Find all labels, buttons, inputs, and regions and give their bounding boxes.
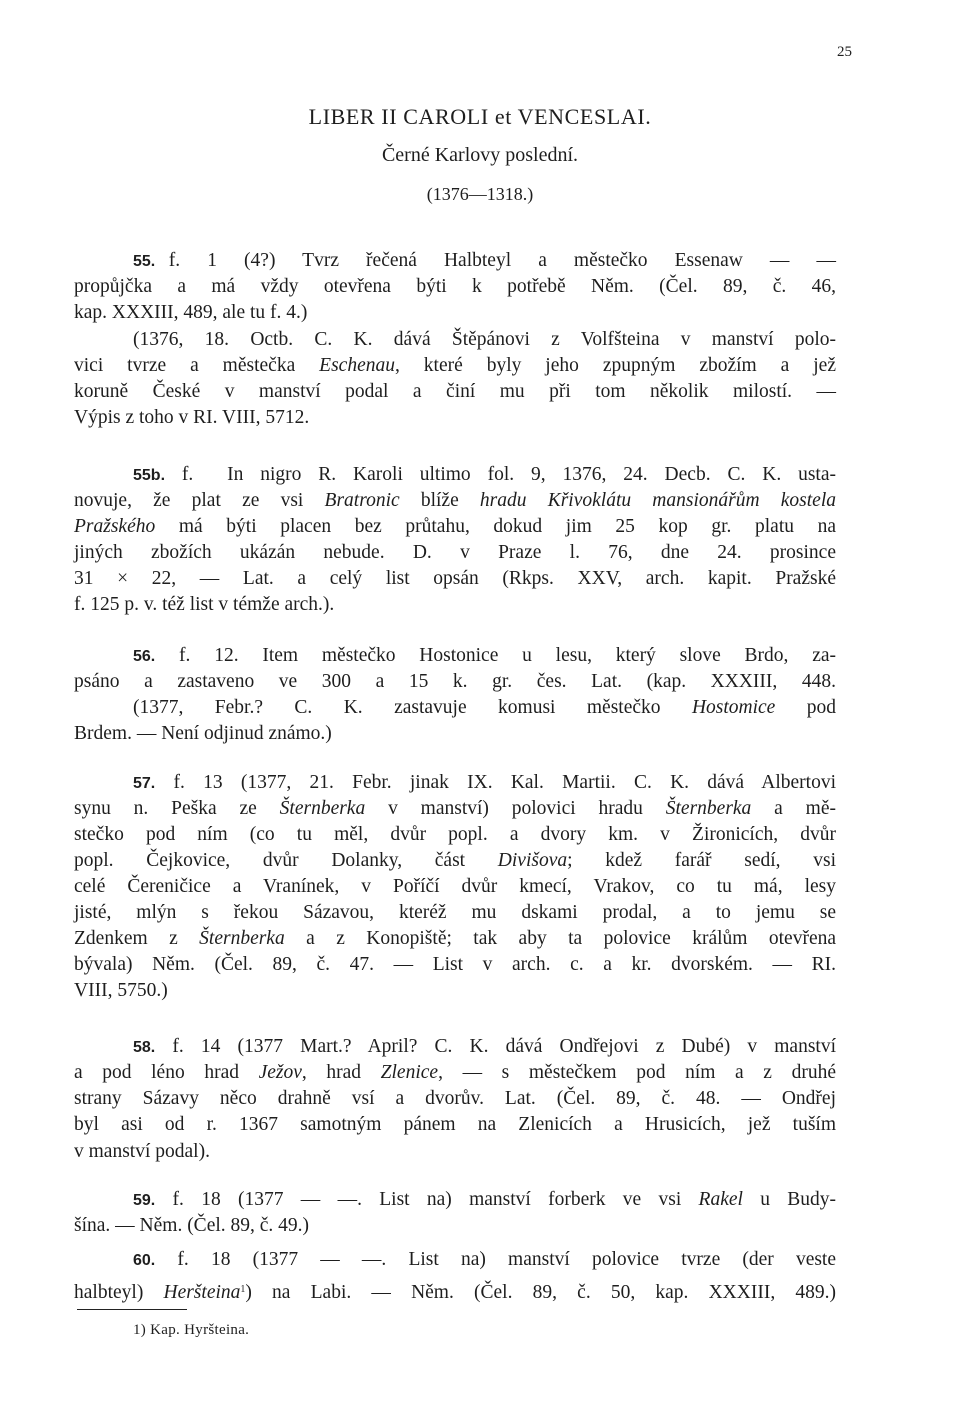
- entry-text: v manství) polovici hradu: [365, 798, 666, 819]
- place-name: Eschenau: [319, 355, 395, 376]
- entry-text: f. 13 (1377, 21. Febr. jinak IX. Kal. Martii. C. K. dává Albertovi: [173, 772, 836, 793]
- entry-text: má býti placen bez průtahu, dokud jim 25 kop gr. platu na: [155, 516, 836, 537]
- entry-line: [74, 515, 836, 539]
- entry-line: f. 125 p. v. též list v témže arch.).: [74, 594, 335, 615]
- entry-line: (1376, 18. Octb. C. K. dává Štěpánovi z Volfšteina v manství polo-: [133, 329, 836, 350]
- entry-text: synu n. Peška ze: [74, 798, 280, 819]
- entry-text: f. 14 (1377 Mart.? April? C. K. dává Ondřejovi z Dubé) v manství: [172, 1036, 836, 1057]
- place-name: Pražského: [74, 516, 156, 537]
- entry-line: [133, 249, 836, 274]
- entry-text: f. 12. Item městečko Hostonice u lesu, který slove Brdo, za-: [179, 645, 836, 666]
- entry-number: 55b.: [133, 467, 166, 484]
- entry-text: vici tvrze a městečka: [74, 355, 320, 376]
- entry-text: blíže: [399, 490, 480, 511]
- page-number: 25: [837, 44, 852, 60]
- place-name: Šternberka: [199, 928, 285, 949]
- entry-line: [74, 489, 836, 513]
- entry-text: a z Konopiště; tak aby ta polovice králům otevřena: [284, 928, 836, 949]
- entry-line: VIII, 5750.): [74, 980, 168, 1001]
- entry-text: halbteyl): [74, 1282, 164, 1303]
- entry-line: [74, 1061, 836, 1085]
- place-name: Rakel: [698, 1189, 743, 1210]
- entry-line: [133, 771, 836, 796]
- entry-number: 57.: [133, 775, 156, 792]
- entry-text: ; kdež farář sedí, vsi: [567, 850, 836, 871]
- footnote-text: Kap. Hyršteina.: [150, 1322, 250, 1338]
- entry-line: [74, 849, 836, 873]
- footnote-divider: [77, 1309, 187, 1310]
- place-name: hradu Křivoklátu mansionářům kostela: [479, 490, 836, 511]
- entry-text: (1377, Febr.? C. K. zastavuje komusi městečko: [133, 697, 692, 718]
- entry-number: 58.: [133, 1039, 156, 1056]
- entry-text: pod: [775, 697, 837, 718]
- entry-line: [74, 797, 836, 821]
- entry-line: celé Čereničice a Vranínek, v Poříčí dvůr kmecí, Vrakov, co tu má, lesy: [74, 876, 836, 897]
- entry-text: Zdenkem z: [74, 928, 200, 949]
- entry-line: [133, 1188, 836, 1213]
- entry-line: Brdem. — Není odjinud známo.): [74, 723, 332, 744]
- entry-line: psáno a zastaveno ve 300 a 15 k. gr. čes. Lat. (kap. XXXIII, 448.: [74, 671, 836, 692]
- entry-line: jiných zbožích ukázán nebude. D. v Praze l. 76, dne 24. prosince: [74, 542, 836, 563]
- entry-line: [133, 1035, 836, 1060]
- entry-line: Výpis z toho v RI. VIII, 5712.: [74, 407, 310, 428]
- place-name: Šternberka: [279, 798, 366, 819]
- entry-text: novuje, že plat ze vsi: [74, 490, 325, 511]
- entry-text: ) na Labi. — Něm. (Čel. 89, č. 50, kap. XXXIII, 489.): [245, 1282, 836, 1303]
- entry-line: stečko pod ním (co tu měl, dvůr popl. a dvory km. v Žironicích, dvůr: [74, 824, 836, 845]
- entry-text: f. 18 (1377 — —. List na) manství polovice tvrze (der veste: [177, 1249, 837, 1270]
- entry-line: [74, 354, 836, 378]
- entry-number: 60.: [133, 1252, 156, 1269]
- place-name: Hostomice: [691, 697, 776, 718]
- entry-line: [133, 1248, 836, 1273]
- entry-line: strany Sázavy něco drahně vsí a dvorův. Lat. (Čel. 89, č. 48. — Ondřej: [74, 1088, 836, 1109]
- entry-number: 56.: [133, 648, 156, 665]
- entry-line: 31 × 22, — Lat. a celý list opsán (Rkps. XXV, arch. kapit. Pražské: [74, 568, 836, 589]
- place-name: Heršteina: [163, 1282, 241, 1303]
- entry-text: , které byly jeho zpupným zbožím a jež: [394, 355, 836, 376]
- entry-line: šína. — Něm. (Čel. 89, č. 49.): [74, 1215, 310, 1236]
- entry-line: [74, 1278, 836, 1305]
- entry-number: 55.: [133, 253, 156, 270]
- entry-line: propůjčka a má vždy otevřena býti k potřebě Něm. (Čel. 89, č. 46,: [74, 276, 836, 297]
- entry-text: f. 18 (1377 — —. List na) manství forberk ve vsi: [172, 1189, 699, 1210]
- place-name: Bratronic: [324, 490, 400, 511]
- entry-text: , — s městečkem pod ním a z druhé: [438, 1062, 836, 1083]
- place-name: Ježov: [258, 1062, 302, 1083]
- entry-number: 59.: [133, 1192, 156, 1209]
- entry-line: byl asi od r. 1367 samotným pánem na Zlenicích a Hrusicích, jež tuším: [74, 1114, 836, 1135]
- document-subtitle: Černé Karlovy poslední.: [381, 144, 579, 166]
- entry-text: a pod léno hrad: [74, 1062, 259, 1083]
- place-name: Zlenice: [380, 1062, 439, 1083]
- entry-line: [133, 463, 836, 488]
- entry-line: kap. XXXIII, 489, ale tu f. 4.): [74, 302, 308, 323]
- entry-line: v manství podal).: [74, 1141, 210, 1162]
- footnote: [133, 1322, 249, 1339]
- place-name: Divišova: [497, 850, 568, 871]
- entry-text: f. 1 (4?) Tvrz řečená Halbteyl a městečko Essenaw — —: [168, 250, 836, 271]
- date-range: (1376—1318.): [426, 184, 534, 204]
- footnote-marker: 1): [133, 1322, 147, 1338]
- entry-text: a mě-: [751, 798, 836, 819]
- entry-line: jisté, mlýn s řekou Sázavou, kteréž mu dskami prodal, a to jemu se: [74, 902, 836, 923]
- entry-text: , hrad: [301, 1062, 381, 1083]
- entry-line: [133, 696, 836, 720]
- footnote-reference[interactable]: 1: [240, 1284, 246, 1295]
- entry-line: [133, 644, 836, 669]
- entry-line: [74, 927, 836, 951]
- entry-line: bývala) Něm. (Čel. 89, č. 47. — List v arch. c. a kr. dvorském. — RI.: [74, 954, 836, 975]
- entry-text: u Budy-: [742, 1189, 837, 1210]
- entry-text: popl. Čejkovice, dvůr Dolanky, část: [74, 850, 498, 871]
- entry-text: f. In nigro R. Karoli ultimo fol. 9, 1376, 24. Decb. C. K. usta-: [181, 464, 836, 485]
- entry-line: koruně České v manství podal a činí mu při tom několik milostí. —: [74, 381, 836, 402]
- document-title: LIBER II CAROLI et VENCESLAI.: [308, 104, 652, 129]
- place-name: Šternberka: [665, 798, 752, 819]
